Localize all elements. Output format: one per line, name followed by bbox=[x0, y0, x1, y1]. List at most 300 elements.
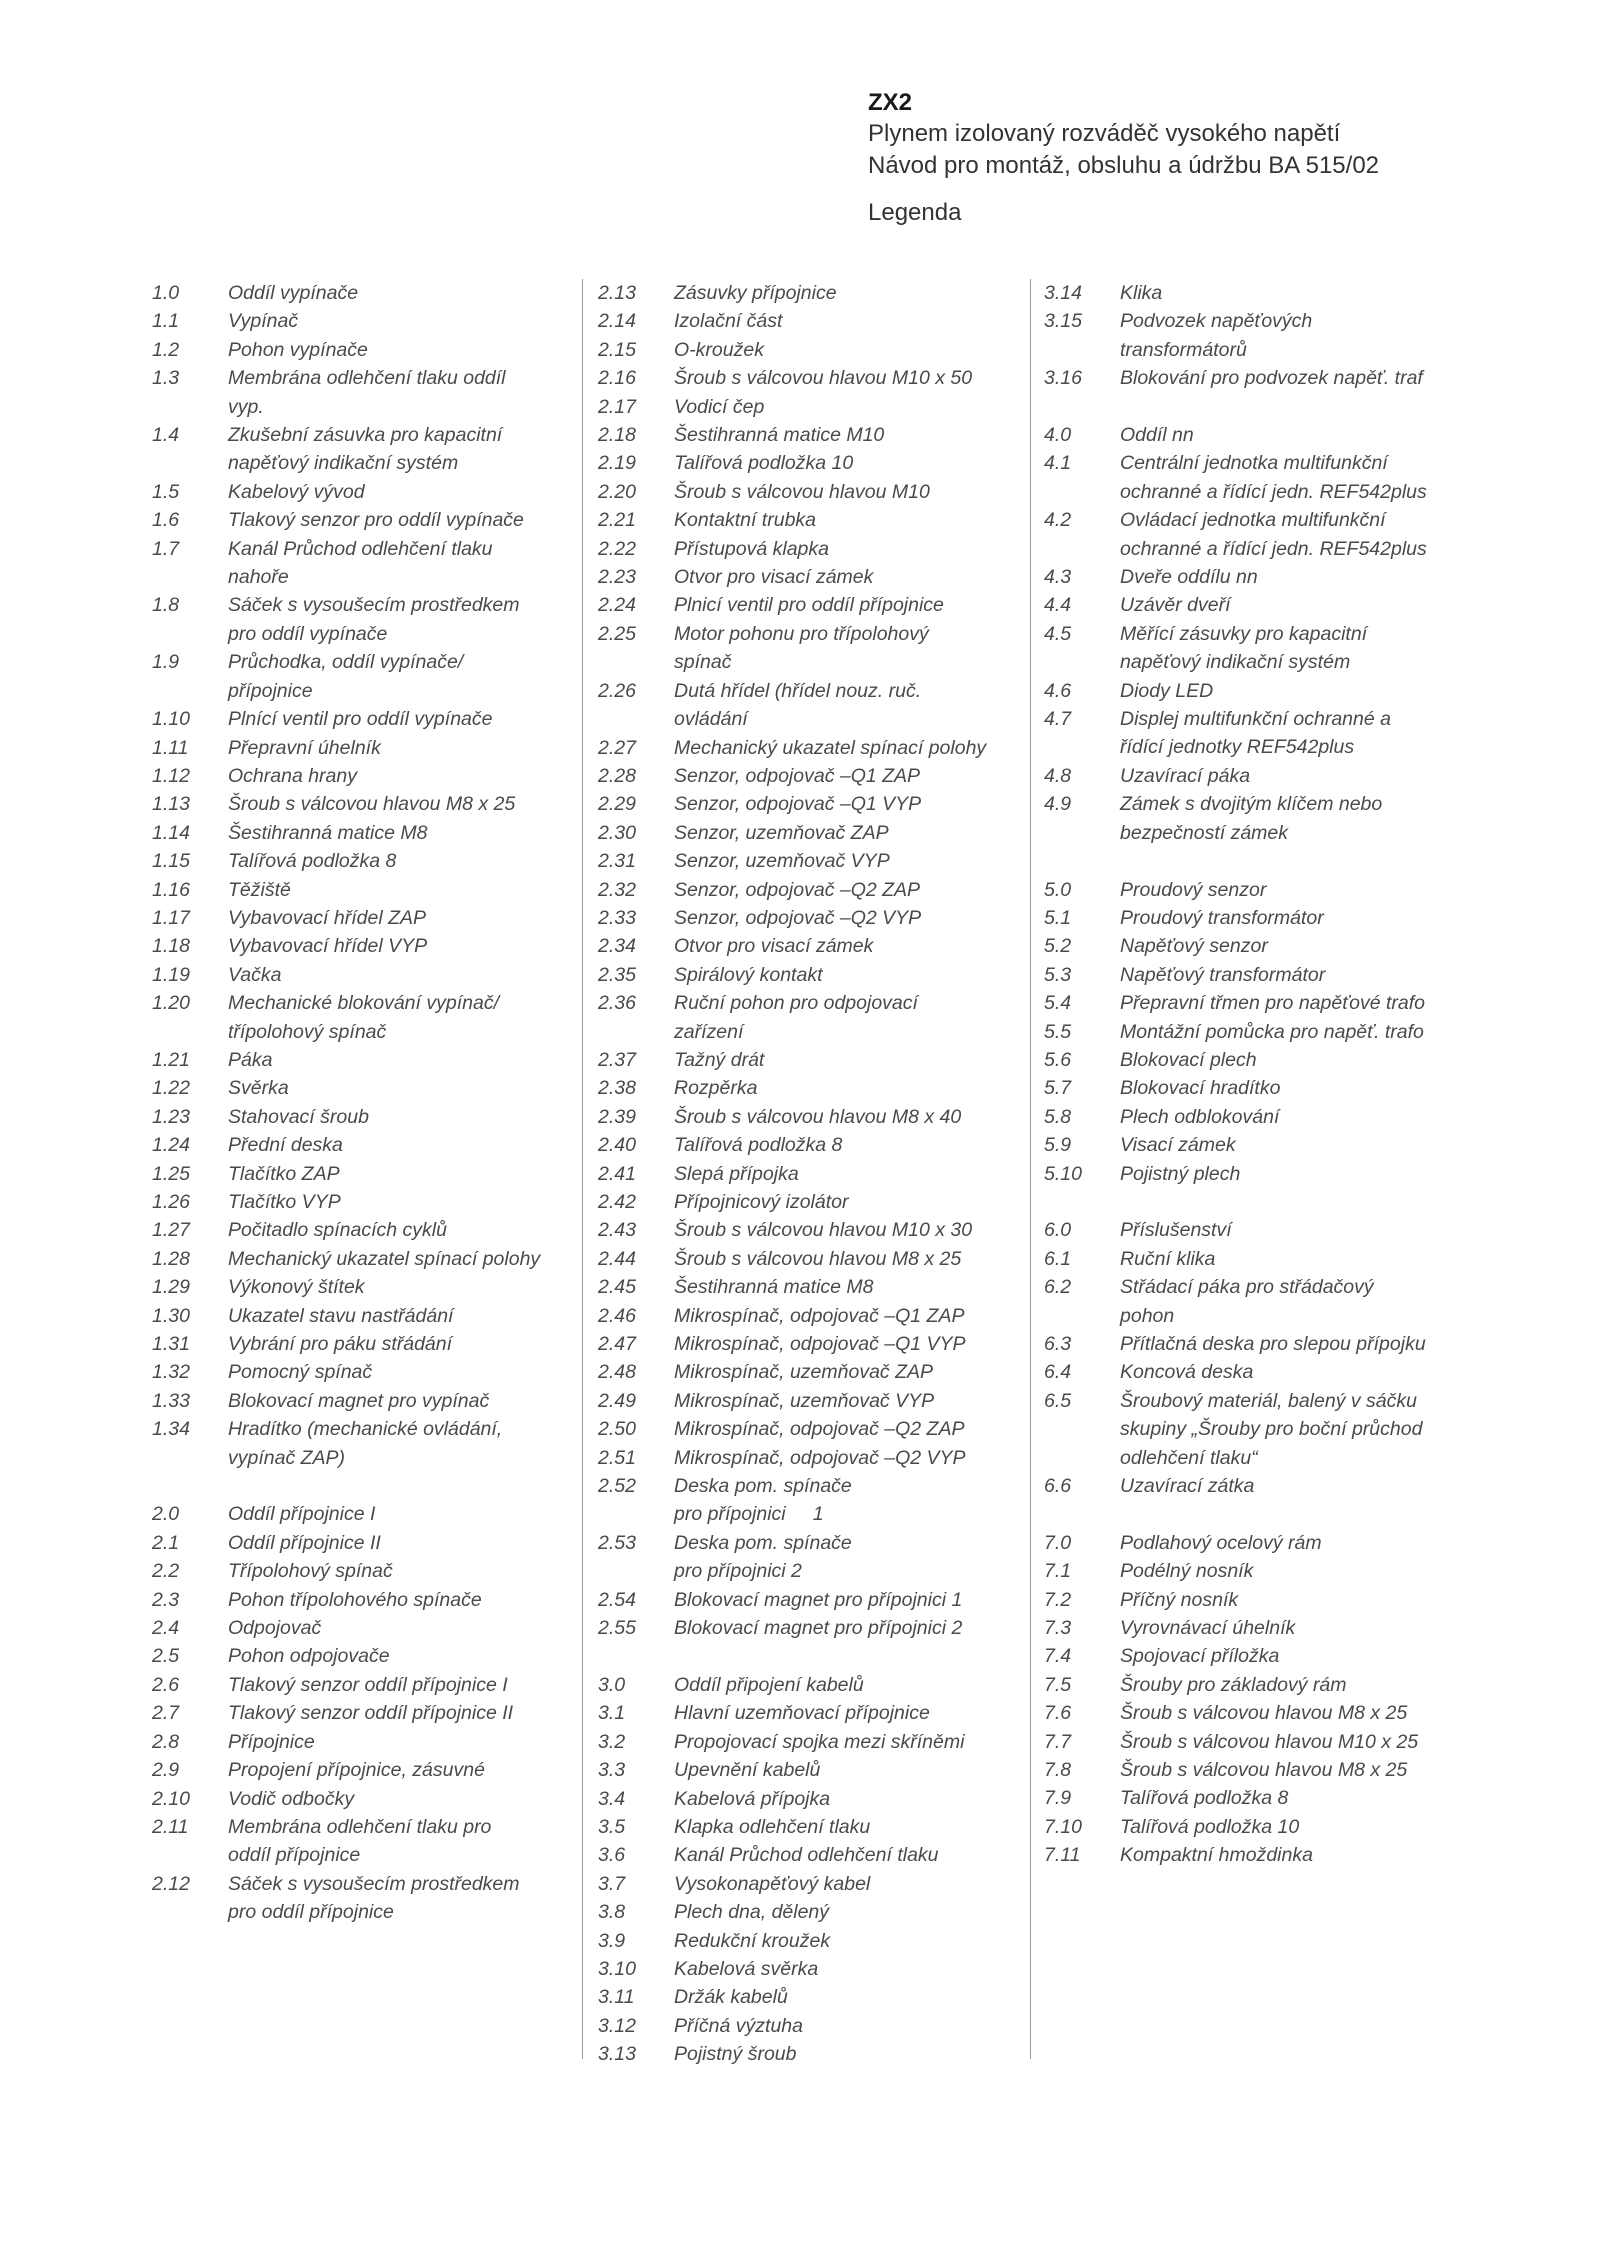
legend-entry bbox=[152, 1387, 572, 1415]
legend-description-line: Oddíl přípojnice II bbox=[228, 1531, 381, 1554]
legend-description-line: Šroub s válcovou hlavou M10 x 25 bbox=[1120, 1730, 1419, 1753]
legend-description-line: Blokovací magnet pro přípojnici 1 bbox=[674, 1588, 963, 1611]
legend-description-line: Šroub s válcovou hlavou M8 x 25 bbox=[1120, 1759, 1408, 1782]
legend-description bbox=[228, 989, 572, 1046]
legend-description bbox=[228, 1216, 572, 1244]
legend-entry bbox=[598, 1074, 1018, 1102]
legend-entry bbox=[598, 1415, 1018, 1443]
legend-number: 5.10 bbox=[1044, 1162, 1082, 1185]
legend-description bbox=[674, 876, 1018, 904]
legend-entry bbox=[1044, 989, 1464, 1017]
legend-description-line: Mikrospínač, odpojovač –Q1 ZAP bbox=[674, 1304, 965, 1327]
legend-description bbox=[228, 1273, 572, 1301]
legend-description-line: Ruční klika bbox=[1120, 1247, 1216, 1270]
legend-number: 1.7 bbox=[152, 537, 180, 560]
section-gap bbox=[1044, 1188, 1464, 1216]
legend-description-line: napěťový indikační systém bbox=[228, 452, 459, 475]
legend-number: 2.29 bbox=[598, 793, 636, 816]
legend-number: 7.1 bbox=[1044, 1560, 1072, 1583]
legend-description bbox=[228, 1160, 572, 1188]
legend-description-line: Vodicí čep bbox=[674, 395, 765, 418]
legend-number: 7.10 bbox=[1044, 1815, 1082, 1838]
legend-entry bbox=[152, 961, 572, 989]
legend-description bbox=[1120, 449, 1464, 506]
legend-number: 2.24 bbox=[598, 594, 636, 617]
legend-entry bbox=[598, 1245, 1018, 1273]
legend-entry bbox=[1044, 790, 1464, 847]
legend-description bbox=[674, 1330, 1018, 1358]
legend-description-line: vypínač ZAP) bbox=[228, 1446, 346, 1469]
legend-description bbox=[1120, 1160, 1464, 1188]
legend-entry bbox=[1044, 1131, 1464, 1159]
legend-description-line: vyp. bbox=[228, 395, 264, 418]
legend-description-line: pro oddíl vypínače bbox=[228, 622, 388, 645]
legend-description-line: Šrouby pro základový rám bbox=[1120, 1673, 1347, 1696]
legend-entry bbox=[152, 1586, 572, 1614]
legend-description-line: Uzavírací zátka bbox=[1120, 1475, 1255, 1498]
legend-entry bbox=[1044, 1160, 1464, 1188]
legend-column-3 bbox=[1044, 279, 1464, 1870]
legend-entry bbox=[152, 1273, 572, 1301]
legend-entry bbox=[1044, 1642, 1464, 1670]
legend-number: 2.33 bbox=[598, 906, 636, 929]
legend-description bbox=[674, 1529, 1018, 1586]
legend-description-line: Šroubový materiál, balený v sáčku bbox=[1120, 1389, 1417, 1412]
legend-number: 6.0 bbox=[1044, 1219, 1072, 1242]
legend-description-line: pro přípojnici 1 bbox=[674, 1503, 824, 1526]
legend-description-line: Mechanický ukazatel spínací polohy bbox=[228, 1247, 541, 1270]
legend-description-line: Měřící zásuvky pro kapacitní bbox=[1120, 622, 1368, 645]
legend-description bbox=[228, 336, 572, 364]
legend-number: 2.17 bbox=[598, 395, 636, 418]
legend-number: 3.7 bbox=[598, 1872, 626, 1895]
legend-entry bbox=[598, 1728, 1018, 1756]
legend-description bbox=[1120, 790, 1464, 847]
legend-description bbox=[228, 1586, 572, 1614]
legend-number: 2.41 bbox=[598, 1162, 636, 1185]
legend-number: 1.9 bbox=[152, 651, 180, 674]
legend-description bbox=[674, 1245, 1018, 1273]
legend-description-line: Ruční pohon pro odpojovací bbox=[674, 992, 918, 1015]
legend-description-line: Proudový transformátor bbox=[1120, 906, 1324, 929]
legend-description-line: Blokovací hradítko bbox=[1120, 1077, 1281, 1100]
legend-number: 3.13 bbox=[598, 2043, 636, 2066]
legend-number: 1.24 bbox=[152, 1134, 190, 1157]
legend-description-line: Spirálový kontakt bbox=[674, 963, 823, 986]
legend-number: 2.8 bbox=[152, 1730, 180, 1753]
legend-description-line: Šroub s válcovou hlavou M8 x 25 bbox=[1120, 1702, 1408, 1725]
legend-entry bbox=[598, 620, 1018, 677]
legend-number: 6.5 bbox=[1044, 1389, 1072, 1412]
legend-description bbox=[228, 1614, 572, 1642]
legend-number: 7.2 bbox=[1044, 1588, 1072, 1611]
legend-number: 2.30 bbox=[598, 821, 636, 844]
legend-number: 2.2 bbox=[152, 1560, 180, 1583]
legend-description-line: Hlavní uzemňovací přípojnice bbox=[674, 1702, 930, 1725]
legend-description bbox=[674, 904, 1018, 932]
legend-entry bbox=[152, 506, 572, 534]
legend-description-line: Páka bbox=[228, 1048, 273, 1071]
legend-number: 2.9 bbox=[152, 1759, 180, 1782]
legend-entry bbox=[598, 2040, 1018, 2068]
legend-description-line: Vybavovací hřídel ZAP bbox=[228, 906, 426, 929]
legend-description-line: Šestihranná matice M8 bbox=[674, 1276, 874, 1299]
legend-entry bbox=[152, 1188, 572, 1216]
legend-description-line: Střádací páka pro střádačový bbox=[1120, 1276, 1374, 1299]
legend-entry bbox=[598, 1358, 1018, 1386]
document-header bbox=[868, 88, 1379, 228]
legend-entry bbox=[1044, 677, 1464, 705]
legend-description-line: řídící jednotky REF542plus bbox=[1120, 736, 1355, 759]
legend-description-line: Senzor, odpojovač –Q1 VYP bbox=[674, 793, 922, 816]
legend-description bbox=[1120, 1813, 1464, 1841]
legend-number: 2.14 bbox=[598, 310, 636, 333]
section-gap bbox=[598, 1643, 1018, 1671]
legend-description bbox=[228, 364, 572, 421]
legend-description-line: Přepravní třmen pro napěťové trafo bbox=[1120, 992, 1425, 1015]
legend-description bbox=[674, 762, 1018, 790]
legend-number: 1.18 bbox=[152, 935, 190, 958]
legend-entry bbox=[152, 1103, 572, 1131]
legend-number: 5.2 bbox=[1044, 935, 1072, 958]
legend-description bbox=[674, 279, 1018, 307]
legend-number: 4.3 bbox=[1044, 566, 1072, 589]
legend-description bbox=[674, 1103, 1018, 1131]
legend-entry bbox=[598, 1927, 1018, 1955]
legend-description-line: Redukční kroužek bbox=[674, 1929, 831, 1952]
legend-description bbox=[674, 1927, 1018, 1955]
legend-description bbox=[228, 932, 572, 960]
legend-entry bbox=[598, 1160, 1018, 1188]
legend-number: 4.0 bbox=[1044, 424, 1072, 447]
legend-entry bbox=[152, 1358, 572, 1386]
legend-entry bbox=[598, 1387, 1018, 1415]
legend-entry bbox=[1044, 961, 1464, 989]
column-divider bbox=[582, 279, 583, 2059]
legend-number: 4.6 bbox=[1044, 679, 1072, 702]
legend-number: 2.40 bbox=[598, 1134, 636, 1157]
legend-description-line: ovládání bbox=[674, 708, 748, 731]
legend-description-line: Blokovací plech bbox=[1120, 1048, 1257, 1071]
legend-description bbox=[228, 1756, 572, 1784]
legend-description-line: Upevnění kabelů bbox=[674, 1759, 821, 1782]
legend-entry bbox=[598, 1955, 1018, 1983]
legend-number: 1.19 bbox=[152, 963, 190, 986]
column-divider bbox=[1030, 279, 1031, 2059]
legend-description-line: Přední deska bbox=[228, 1134, 343, 1157]
legend-description-line: Vybrání pro páku střádání bbox=[228, 1333, 453, 1356]
legend-number: 5.9 bbox=[1044, 1134, 1072, 1157]
legend-number: 2.36 bbox=[598, 992, 636, 1015]
legend-description bbox=[228, 591, 572, 648]
legend-number: 2.18 bbox=[598, 424, 636, 447]
legend-number: 6.3 bbox=[1044, 1332, 1072, 1355]
legend-entry bbox=[598, 1671, 1018, 1699]
legend-number: 6.6 bbox=[1044, 1475, 1072, 1498]
legend-description-line: Blokovací magnet pro přípojnici 2 bbox=[674, 1617, 963, 1640]
legend-number: 2.5 bbox=[152, 1645, 180, 1668]
legend-description-line: Podvozek napěťových bbox=[1120, 310, 1313, 333]
legend-number: 1.31 bbox=[152, 1333, 190, 1356]
legend-number: 4.5 bbox=[1044, 622, 1072, 645]
legend-entry bbox=[1044, 1387, 1464, 1472]
legend-entry bbox=[598, 904, 1018, 932]
legend-entry bbox=[152, 1529, 572, 1557]
legend-description-line: Kompaktní hmoždinka bbox=[1120, 1844, 1313, 1867]
legend-number: 1.25 bbox=[152, 1162, 190, 1185]
legend-description-line: Mikrospínač, odpojovač –Q2 VYP bbox=[674, 1446, 966, 1469]
legend-number: 3.5 bbox=[598, 1815, 626, 1838]
legend-number: 2.6 bbox=[152, 1673, 180, 1696]
legend-description bbox=[1120, 1273, 1464, 1330]
legend-entry bbox=[598, 307, 1018, 335]
legend-entry bbox=[598, 563, 1018, 591]
legend-number: 2.25 bbox=[598, 622, 636, 645]
legend-description-line: Kabelová svěrka bbox=[674, 1957, 819, 1980]
legend-description-line: Vačka bbox=[228, 963, 282, 986]
legend-description bbox=[1120, 279, 1464, 307]
legend-entry bbox=[152, 1557, 572, 1585]
legend-entry bbox=[1044, 932, 1464, 960]
legend-description bbox=[674, 535, 1018, 563]
legend-number: 3.1 bbox=[598, 1702, 626, 1725]
legend-entry bbox=[152, 989, 572, 1046]
legend-number: 2.39 bbox=[598, 1105, 636, 1128]
legend-entry bbox=[598, 478, 1018, 506]
legend-description-line: pro oddíl přípojnice bbox=[228, 1901, 394, 1924]
legend-entry bbox=[152, 1302, 572, 1330]
legend-description-line: ochranné a řídící jedn. REF542plus bbox=[1120, 480, 1427, 503]
legend-description bbox=[1120, 1131, 1464, 1159]
legend-description-line: Kanál Průchod odlehčení tlaku bbox=[674, 1844, 939, 1867]
legend-description bbox=[1120, 1699, 1464, 1727]
legend-description-line: Otvor pro visací zámek bbox=[674, 566, 874, 589]
legend-description-line: Talířová podložka 8 bbox=[1120, 1787, 1289, 1810]
legend-description bbox=[1120, 1387, 1464, 1472]
legend-entry bbox=[1044, 1216, 1464, 1244]
legend-number: 2.35 bbox=[598, 963, 636, 986]
legend-number: 1.13 bbox=[152, 793, 190, 816]
legend-entry bbox=[152, 790, 572, 818]
legend-description-line: Sáček s vysoušecím prostředkem bbox=[228, 1872, 520, 1895]
legend-description-line: Přepravní úhelník bbox=[228, 736, 381, 759]
legend-entry bbox=[598, 1472, 1018, 1529]
legend-description bbox=[674, 1671, 1018, 1699]
legend-number: 2.42 bbox=[598, 1191, 636, 1213]
legend-number: 3.12 bbox=[598, 2014, 636, 2037]
legend-number: 2.52 bbox=[598, 1475, 636, 1498]
legend-number: 1.1 bbox=[152, 310, 180, 333]
legend-description-line: Hradítko (mechanické ovládání, bbox=[228, 1418, 503, 1441]
legend-entry bbox=[152, 1500, 572, 1528]
legend-description bbox=[228, 1387, 572, 1415]
legend-description bbox=[674, 734, 1018, 762]
legend-number: 2.44 bbox=[598, 1247, 636, 1270]
legend-description-line: Plech dna, dělený bbox=[674, 1901, 830, 1924]
legend-entry bbox=[598, 336, 1018, 364]
legend-entry bbox=[152, 1330, 572, 1358]
legend-entry bbox=[152, 1415, 572, 1472]
legend-description-line: Zámek s dvojitým klíčem nebo bbox=[1120, 793, 1383, 816]
legend-description bbox=[228, 790, 572, 818]
legend-description-line: pro přípojnici 2 bbox=[674, 1560, 802, 1583]
legend-entry bbox=[1044, 506, 1464, 563]
legend-description-line: Mikrospínač, uzemňovač ZAP bbox=[674, 1361, 934, 1384]
legend-entry bbox=[152, 734, 572, 762]
legend-description-line: Držák kabelů bbox=[674, 1986, 788, 2009]
legend-description-line: Průchodka, oddíl vypínače/ bbox=[228, 651, 464, 674]
legend-description-line: Membrána odlehčení tlaku oddíl bbox=[228, 367, 506, 390]
legend-description-line: Montážní pomůcka pro napěť. trafo bbox=[1120, 1020, 1424, 1043]
legend-number: 2.0 bbox=[152, 1503, 180, 1526]
legend-description bbox=[1120, 705, 1464, 762]
legend-description-line: napěťový indikační systém bbox=[1120, 651, 1351, 674]
legend-description bbox=[1120, 1046, 1464, 1074]
legend-number: 2.48 bbox=[598, 1361, 636, 1384]
legend-number: 6.2 bbox=[1044, 1276, 1072, 1299]
legend-description-line: Ochrana hrany bbox=[228, 764, 357, 787]
legend-number: 2.50 bbox=[598, 1418, 636, 1441]
legend-description-line: Ukazatel stavu nastřádání bbox=[228, 1304, 454, 1327]
legend-number: 1.20 bbox=[152, 992, 190, 1015]
legend-entry bbox=[1044, 1841, 1464, 1869]
legend-description-line: O-kroužek bbox=[674, 338, 764, 361]
legend-description-line: skupiny „Šrouby pro boční průchod bbox=[1120, 1418, 1423, 1441]
legend-entry bbox=[598, 279, 1018, 307]
legend-entry bbox=[1044, 1472, 1464, 1500]
legend-description bbox=[674, 1074, 1018, 1102]
legend-description-line: Proudový senzor bbox=[1120, 878, 1267, 901]
legend-description-line: Šroub s válcovou hlavou M10 x 50 bbox=[674, 367, 973, 390]
legend-number: 2.55 bbox=[598, 1617, 636, 1640]
legend-number: 2.27 bbox=[598, 736, 636, 759]
legend-description-line: Dveře oddílu nn bbox=[1120, 566, 1258, 589]
legend-description bbox=[674, 449, 1018, 477]
legend-number: 4.2 bbox=[1044, 509, 1072, 532]
legend-description-line: Přípojnicový izolátor bbox=[674, 1191, 849, 1213]
legend-description-line: Koncová deska bbox=[1120, 1361, 1254, 1384]
legend-entry bbox=[1044, 591, 1464, 619]
legend-description-line: Tlačítko ZAP bbox=[228, 1162, 340, 1185]
legend-description-line: Vyrovnávací úhelník bbox=[1120, 1617, 1296, 1640]
legend-description-line: Vysokonapěťový kabel bbox=[674, 1872, 871, 1895]
legend-description-line: transformátorů bbox=[1120, 338, 1247, 361]
legend-number: 3.16 bbox=[1044, 367, 1082, 390]
legend-description bbox=[1120, 1472, 1464, 1500]
legend-entry bbox=[1044, 1103, 1464, 1131]
legend-entry bbox=[1044, 1699, 1464, 1727]
legend-entry bbox=[152, 535, 572, 592]
legend-description-line: spínač bbox=[674, 651, 732, 674]
legend-entry bbox=[598, 876, 1018, 904]
legend-entry bbox=[152, 1160, 572, 1188]
legend-description bbox=[228, 307, 572, 335]
legend-entry bbox=[598, 1188, 1018, 1216]
legend-entry bbox=[152, 1642, 572, 1670]
legend-description-line: Senzor, uzemňovač ZAP bbox=[674, 821, 889, 844]
legend-description bbox=[674, 677, 1018, 734]
legend-description-line: Izolační část bbox=[674, 310, 783, 333]
legend-number: 2.11 bbox=[152, 1815, 189, 1838]
legend-description-line: Šroub s válcovou hlavou M8 x 25 bbox=[228, 793, 516, 816]
legend-description bbox=[228, 1671, 572, 1699]
document-code: ZX2 bbox=[868, 89, 913, 116]
legend-description-line: zařízení bbox=[674, 1020, 744, 1043]
legend-description bbox=[228, 961, 572, 989]
legend-number: 2.23 bbox=[598, 566, 636, 589]
legend-entry bbox=[152, 307, 572, 335]
legend-entry bbox=[598, 421, 1018, 449]
legend-description-line: Těžiště bbox=[228, 878, 291, 901]
legend-description bbox=[1120, 1614, 1464, 1642]
legend-number: 2.34 bbox=[598, 935, 636, 958]
legend-entry bbox=[152, 421, 572, 478]
legend-description-line: Šroub s válcovou hlavou M8 x 40 bbox=[674, 1105, 962, 1128]
legend-column-2 bbox=[598, 279, 1018, 2069]
legend-entry bbox=[1044, 1813, 1464, 1841]
legend-description bbox=[1120, 762, 1464, 790]
legend-entry bbox=[1044, 563, 1464, 591]
legend-entry bbox=[1044, 1784, 1464, 1812]
legend-description-line: Blokovací magnet pro vypínač bbox=[228, 1389, 490, 1412]
legend-number: 3.11 bbox=[598, 1986, 635, 2009]
legend-number: 1.15 bbox=[152, 850, 190, 873]
legend-description-line: Vodič odbočky bbox=[228, 1787, 355, 1810]
legend-number: 3.6 bbox=[598, 1844, 626, 1867]
legend-description-line: Oddíl vypínače bbox=[228, 282, 359, 304]
legend-description bbox=[1120, 961, 1464, 989]
legend-description-line: Příčný nosník bbox=[1120, 1588, 1239, 1611]
legend-description-line: Propojovací spojka mezi skříněmi bbox=[674, 1730, 965, 1753]
legend-entry bbox=[598, 734, 1018, 762]
legend-number: 5.6 bbox=[1044, 1048, 1072, 1071]
legend-entry bbox=[152, 705, 572, 733]
legend-entry bbox=[598, 591, 1018, 619]
legend-entry bbox=[152, 1216, 572, 1244]
legend-entry bbox=[598, 1898, 1018, 1926]
legend-number: 4.9 bbox=[1044, 793, 1072, 816]
legend-description-line: Propojení přípojnice, zásuvné bbox=[228, 1759, 485, 1782]
legend-description-line: Svěrka bbox=[228, 1077, 289, 1100]
legend-description bbox=[228, 1103, 572, 1131]
legend-description bbox=[674, 1614, 1018, 1642]
legend-description-line: Mikrospínač, odpojovač –Q1 VYP bbox=[674, 1333, 966, 1356]
legend-number: 3.2 bbox=[598, 1730, 626, 1753]
legend-number: 1.27 bbox=[152, 1219, 190, 1242]
section-gap bbox=[1044, 1500, 1464, 1528]
legend-entry bbox=[598, 1131, 1018, 1159]
legend-entry bbox=[1044, 1529, 1464, 1557]
legend-description-line: třípolohový spínač bbox=[228, 1020, 387, 1043]
legend-number: 1.23 bbox=[152, 1105, 190, 1128]
legend-number: 2.21 bbox=[598, 509, 636, 532]
legend-description-line: Klika bbox=[1120, 282, 1163, 304]
legend-number: 2.26 bbox=[598, 679, 636, 702]
legend-description bbox=[1120, 1642, 1464, 1670]
legend-description bbox=[1120, 1784, 1464, 1812]
legend-description bbox=[674, 1785, 1018, 1813]
legend-number: 2.22 bbox=[598, 537, 636, 560]
legend-entry bbox=[152, 364, 572, 421]
legend-description-line: Vybavovací hřídel VYP bbox=[228, 935, 428, 958]
legend-description bbox=[674, 1955, 1018, 1983]
legend-number: 2.37 bbox=[598, 1048, 636, 1071]
legend-entry bbox=[1044, 279, 1464, 307]
legend-description bbox=[228, 1415, 572, 1472]
legend-description bbox=[674, 1273, 1018, 1301]
legend-description bbox=[228, 819, 572, 847]
legend-description-line: přípojnice bbox=[228, 679, 313, 702]
